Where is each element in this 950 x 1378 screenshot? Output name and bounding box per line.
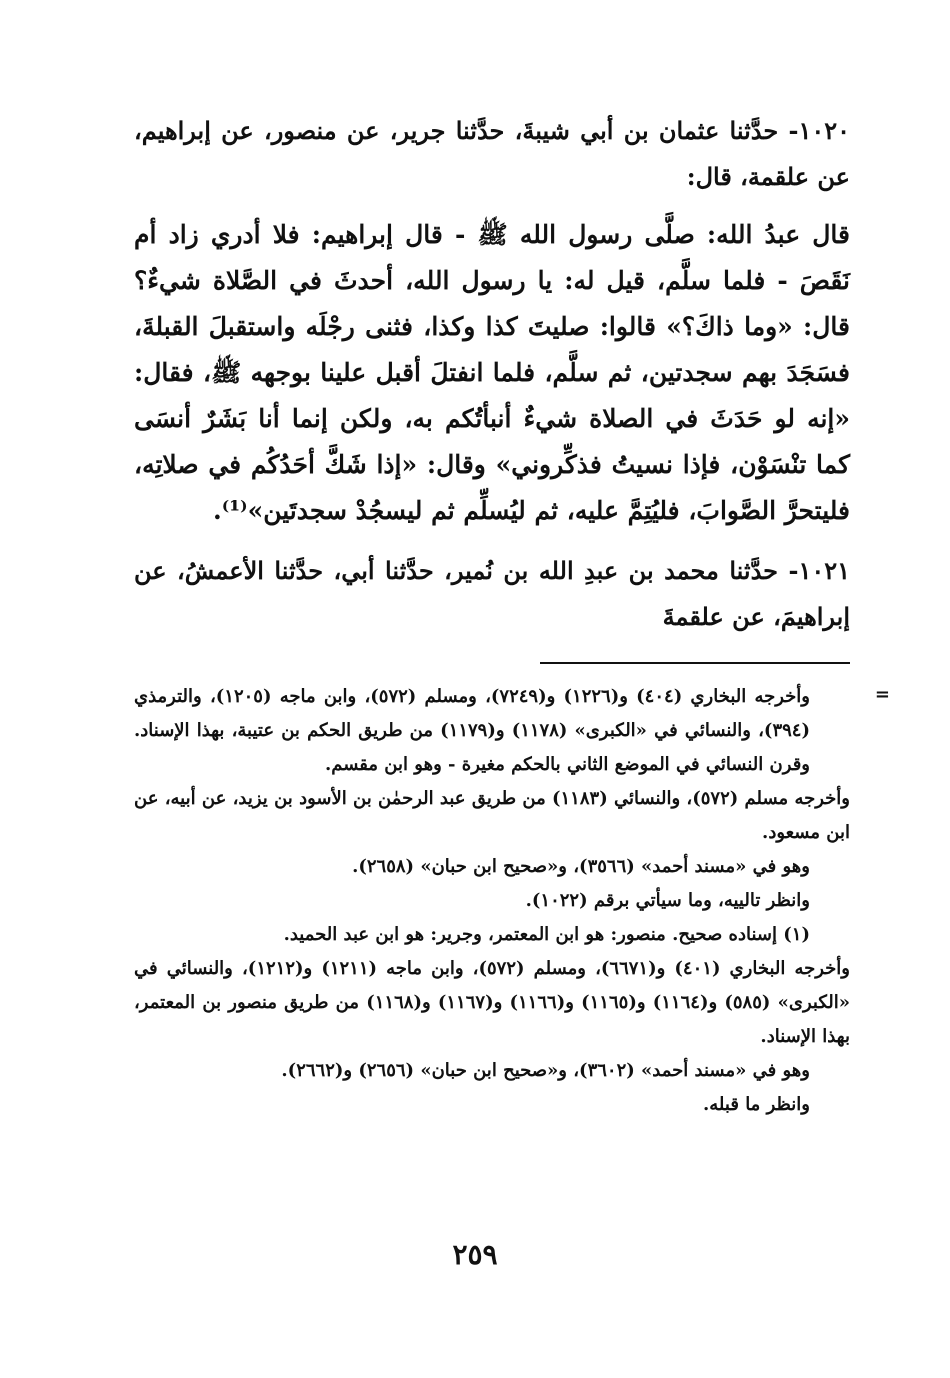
hadith-1021-isnad: ١٠٢١- حدَّثنا محمد بن عبدِ الله بن نُمير، حدَّثنا أبي، حدَّثنا الأعمشُ، عن إبراهيمَ، عن علقمةَ xyxy=(134,556,850,631)
footnote-1: (١) إسناده صحيح. منصور: هو ابن المعتمر، وجرير: هو ابن عبد الحميد. xyxy=(283,924,810,945)
footnote-paragraph: وأخرجه مسلم (٥٧٢)، والنسائي (١١٨٣) من طريق عبد الرحمٰن بن الأسود بن يزيد، عن أبيه، عن ابن مسعود. xyxy=(134,788,850,843)
footnote-paragraph: وهو في «مسند أحمد» (٣٥٦٦)، و«صحيح ابن حبان» (٢٦٥٨). xyxy=(352,856,810,877)
footnote-paragraph: وانظر تالييه، وما سيأتي برقم (١٠٢٢). xyxy=(525,890,810,911)
hadith-1020-isnad: ١٠٢٠- حدَّثنا عثمان بن أبي شيبةَ، حدَّثنا جرير، عن منصور، عن إبراهيم، عن علقمة، قال: xyxy=(134,116,850,191)
hadith-1020-matn: قال عبدُ الله: صلَّى رسول الله ﷺ - قال إبراهيم: فلا أدري زاد أم نَقَصَ - فلما سلَّم، قيل له: يا رسول الله، أحدثَ في الصَّلاة شيءٌ؟ قال: «وما ذاكَ؟» قالوا: صليتَ كذا وكذا، فثنى رجْلَه واستقبلَ القبلةَ، فسَجَدَ بهم سجدتين، ثم سلَّم، فلما انفتلَ أقبل علينا بوجهه ﷺ، فقال: «إنه لو حَدَثَ في الصلاة شيءٌ أنبأتُكم به، ولكن إنما أنا بَشَرٌ أنسَى كما تنْسَوْن، فإذا نسيتُ فذكِّروني» وقال: «إذا شَكَّ أحَدُكُم في صلاتِه، فليتحرَّ الصَّوابَ، فليُتِمَّ عليه، ثم ليُسلِّم ثم ليسجُدْ سجدتَين»⁽¹⁾. xyxy=(134,220,850,525)
main-text xyxy=(134,108,850,640)
footnote-paragraph: وانظر ما قبله. xyxy=(703,1094,810,1115)
footnote-paragraph: وأخرجه البخاري (٤٠١) و(٦٦٧١)، ومسلم (٥٧٢)، وابن ماجه (١٢١١) و(١٢١٢)، والنسائي في «الكبرى» (٥٨٥) و(١١٦٤) و(١١٦٥) و(١١٦٦) و(١١٦٧) و(١١٦٨) من طريق منصور بن المعتمر، بهذا الإسناد. xyxy=(134,958,851,1047)
page-number: ٢٥٩ xyxy=(452,1238,498,1271)
footnote-separator xyxy=(540,662,850,664)
footnotes xyxy=(134,680,850,1122)
footnote-paragraph: وهو في «مسند أحمد» (٣٦٠٢)، و«صحيح ابن حبان» (٢٦٥٦) و(٢٦٦٢). xyxy=(281,1060,810,1081)
footnote-paragraph: وأخرجه البخاري (٤٠٤) و(١٢٢٦) و(٧٢٤٩)، ومسلم (٥٧٢)، وابن ماجه (١٢٠٥)، والترمذي (٣٩٤)، والنسائي في «الكبرى» (١١٧٨) و(١١٧٩) من طريق الحكم بن عتيبة، بهذا الإسناد. وقرن النسائي في الموضع الثاني بالحكم مغيرة - وهو ابن مقسم. xyxy=(134,686,810,775)
continuation-mark: = xyxy=(874,684,890,705)
